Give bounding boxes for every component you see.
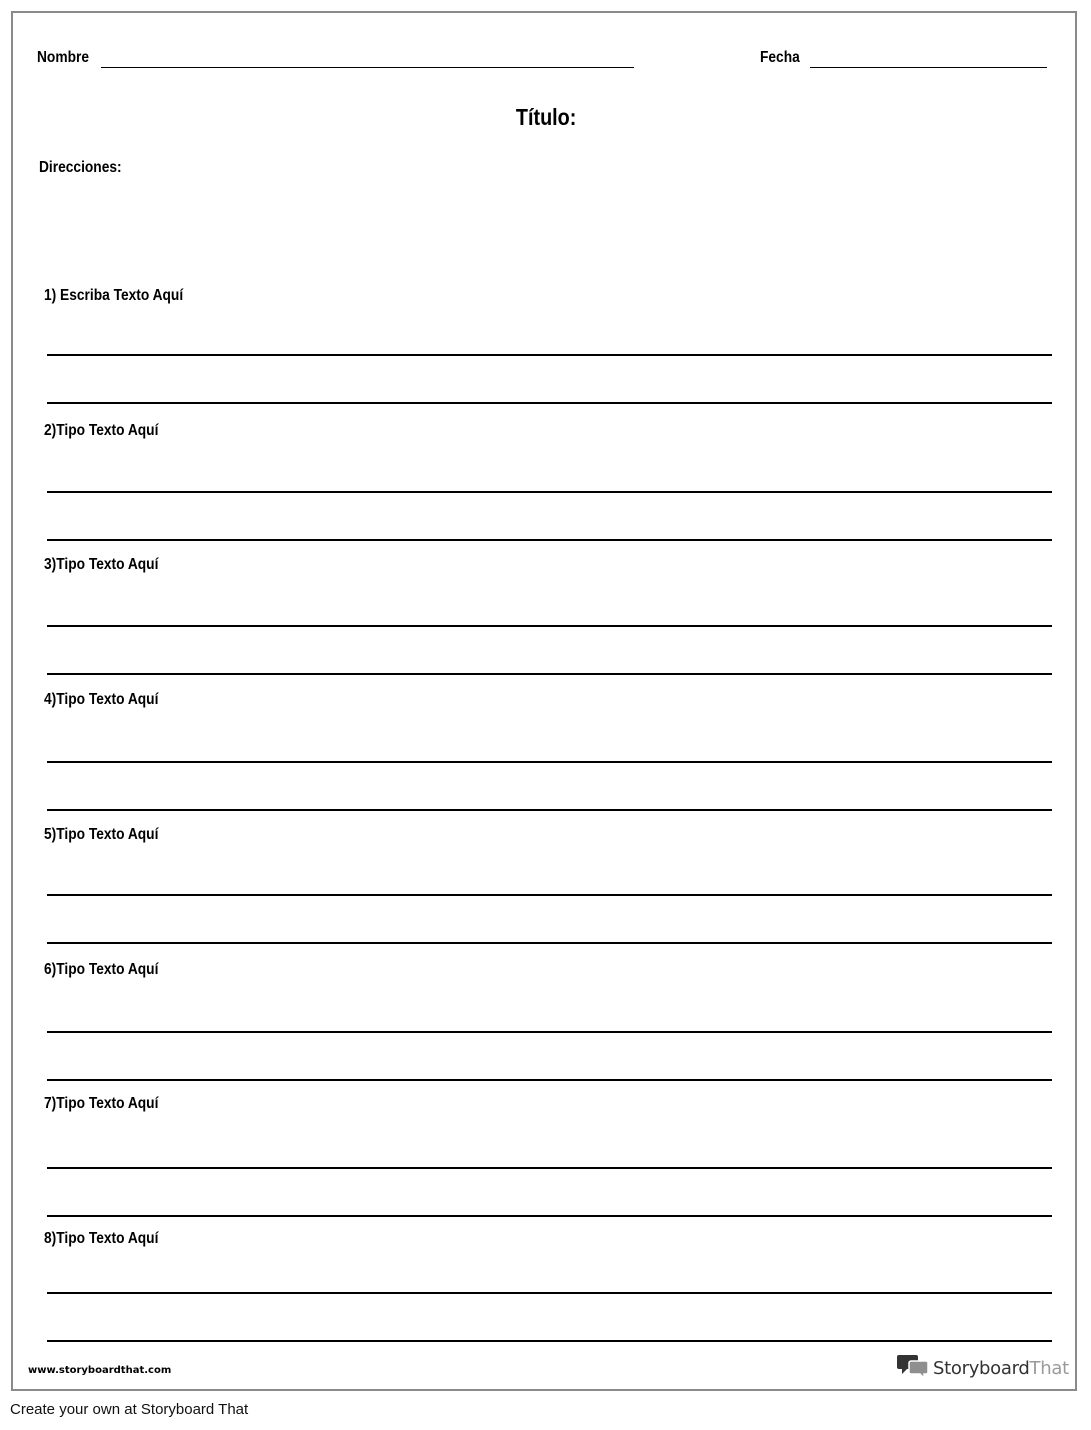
answer-line[interactable] [47,354,1052,356]
question-4-label: 4)Tipo Texto Aquí [44,691,159,708]
answer-line[interactable] [47,942,1052,944]
answer-line[interactable] [47,1031,1052,1033]
answer-line[interactable] [47,625,1052,627]
question-8-label: 8)Tipo Texto Aquí [44,1230,159,1247]
brand-name: StoryboardThat [933,1358,1069,1379]
date-label: Fecha [760,49,800,66]
answer-line[interactable] [47,491,1052,493]
worksheet [11,11,1077,1391]
answer-line[interactable] [47,673,1052,675]
directions-label: Direcciones: [39,159,122,176]
question-5-label: 5)Tipo Texto Aquí [44,826,159,843]
question-7-label: 7)Tipo Texto Aquí [44,1095,159,1112]
answer-line[interactable] [47,1340,1052,1342]
name-field-line[interactable] [101,67,634,68]
answer-line[interactable] [47,1079,1052,1081]
answer-line[interactable] [47,1167,1052,1169]
answer-line[interactable] [47,539,1052,541]
question-1-label: 1) Escriba Texto Aquí [44,287,184,304]
create-your-own-link[interactable]: Create your own at Storyboard That [10,1401,249,1418]
storyboardthat-logo[interactable] [897,1353,1069,1384]
worksheet-title: Título: [515,104,577,130]
name-label: Nombre [37,49,89,66]
speech-bubbles-icon [897,1353,929,1384]
website-url[interactable]: www.storyboardthat.com [28,1365,172,1376]
answer-line[interactable] [47,402,1052,404]
answer-line[interactable] [47,1215,1052,1217]
question-2-label: 2)Tipo Texto Aquí [44,422,159,439]
answer-line[interactable] [47,1292,1052,1294]
question-3-label: 3)Tipo Texto Aquí [44,556,159,573]
answer-line[interactable] [47,809,1052,811]
answer-line[interactable] [47,894,1052,896]
answer-line[interactable] [47,761,1052,763]
date-field-line[interactable] [810,67,1047,68]
question-6-label: 6)Tipo Texto Aquí [44,961,159,978]
